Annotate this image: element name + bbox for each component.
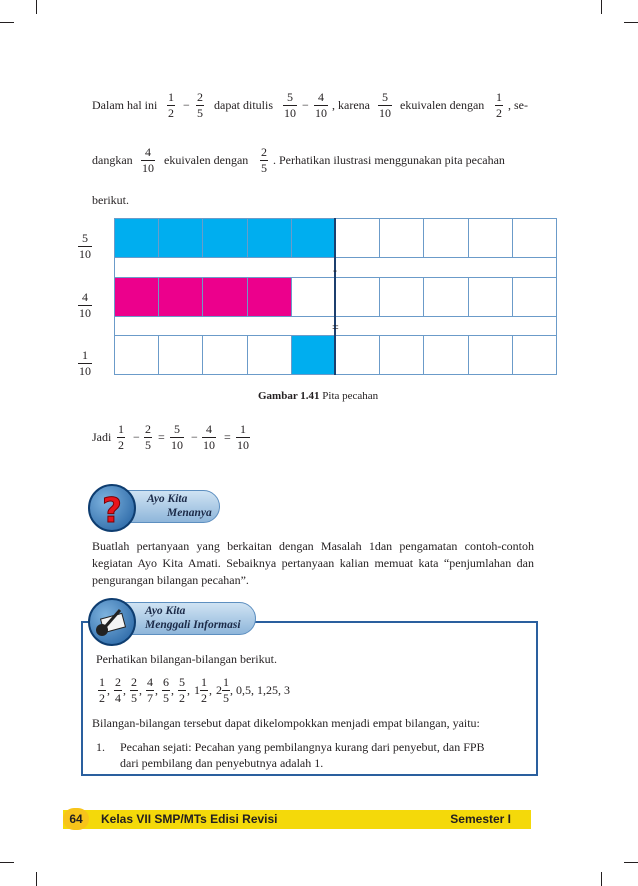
strip-label: 5 10 bbox=[79, 231, 91, 261]
fraction: 2 5 bbox=[261, 145, 267, 175]
operator: = bbox=[158, 430, 165, 444]
crop-mark bbox=[601, 872, 602, 886]
fraction: 5 10 bbox=[171, 422, 183, 452]
minus-sign: - bbox=[333, 263, 337, 277]
banner-title: Ayo Kita bbox=[147, 493, 188, 505]
strip-cell-empty bbox=[423, 218, 467, 258]
separator: , bbox=[155, 682, 158, 697]
strip-cell-filled bbox=[291, 335, 335, 375]
fraction: $\frac{1}{2}$ bbox=[99, 674, 105, 705]
strip-cell-filled bbox=[158, 277, 202, 317]
caption-label: Gambar 1.41 bbox=[258, 390, 320, 402]
strip-cell-filled bbox=[202, 277, 246, 317]
crop-mark bbox=[601, 0, 602, 14]
fraction: 1 2 bbox=[496, 90, 502, 120]
svg-text:?: ? bbox=[102, 491, 122, 530]
page-number: 64 bbox=[63, 808, 89, 830]
strip-cell-empty bbox=[468, 335, 512, 375]
equals-sign: = bbox=[332, 320, 339, 334]
list-item-text: Pecahan sejati: Pecahan yang pembilangnya kurang dari penyebut, dan FPB bbox=[120, 740, 485, 754]
half-divider-line bbox=[334, 218, 336, 375]
fraction: $\frac{6}{5}$ bbox=[163, 674, 169, 705]
strip-cell-empty bbox=[379, 277, 423, 317]
decimal-list: , 0,5, 1,25, 3 bbox=[230, 682, 290, 697]
separator: , bbox=[139, 682, 142, 697]
strip-label: 1 10 bbox=[79, 348, 91, 378]
strip-cell-empty bbox=[423, 335, 467, 375]
intro-text: dangkan bbox=[92, 153, 133, 167]
strip-cell-filled bbox=[114, 218, 158, 258]
fraction: 4 10 bbox=[142, 145, 154, 175]
operator: − bbox=[302, 98, 309, 112]
strip-cell-filled bbox=[247, 277, 291, 317]
fraction: $\frac{5}{2}$ bbox=[179, 674, 185, 705]
figure-caption bbox=[258, 390, 378, 402]
whole-part: 1 bbox=[194, 682, 200, 697]
fraction: 2 5 bbox=[197, 90, 203, 120]
jadi-label: Jadi bbox=[92, 430, 112, 444]
intro-text: , karena bbox=[332, 98, 370, 112]
banner-title: Menanya bbox=[167, 507, 212, 519]
strip-cell-filled bbox=[291, 218, 335, 258]
fraction: 2 5 bbox=[145, 422, 151, 452]
fraction: 1 10 bbox=[237, 422, 249, 452]
separator: , bbox=[107, 682, 110, 697]
fraction-list bbox=[98, 673, 290, 707]
strip-cell-filled bbox=[114, 277, 158, 317]
strip-cell-empty bbox=[335, 218, 379, 258]
crop-mark bbox=[36, 872, 37, 886]
crop-mark bbox=[0, 862, 14, 863]
banner-title: Ayo Kita bbox=[145, 605, 186, 617]
fraction: 1 2 bbox=[168, 90, 174, 120]
whole-part: 2 bbox=[216, 682, 222, 697]
book-search-icon bbox=[88, 598, 136, 646]
operator: − bbox=[191, 430, 198, 444]
caption-text: Pita pecahan bbox=[322, 390, 379, 402]
banner-title: Menggali Informasi bbox=[145, 619, 241, 631]
separator: , bbox=[171, 682, 174, 697]
crop-mark bbox=[36, 0, 37, 14]
strip-cell-empty bbox=[335, 277, 379, 317]
fraction: 4 10 bbox=[315, 90, 327, 120]
list-number: 1. bbox=[96, 740, 105, 754]
crop-mark bbox=[624, 862, 638, 863]
strip-cell-empty bbox=[291, 277, 335, 317]
strip-cell-empty bbox=[512, 277, 557, 317]
crop-mark bbox=[0, 22, 14, 23]
strip-cell-empty bbox=[379, 335, 423, 375]
separator: , bbox=[209, 682, 212, 697]
fraction: $\frac{1}{5}$ bbox=[223, 674, 229, 705]
strip-cell-empty bbox=[512, 218, 557, 258]
strip-cell-empty bbox=[468, 218, 512, 258]
operator: = bbox=[224, 430, 231, 444]
intro-text: ekuivalen dengan bbox=[400, 98, 485, 112]
strip-cell-empty bbox=[202, 335, 246, 375]
menggali-intro: Perhatikan bilangan-bilangan berikut. bbox=[96, 652, 277, 666]
menggali-group-text: Bilangan-bilangan tersebut dapat dikelompokkan menjadi empat bilangan, yaitu: bbox=[92, 716, 480, 730]
fraction: $\frac{2}{5}$ bbox=[131, 674, 137, 705]
operator: − bbox=[183, 98, 190, 112]
list-item-text: dari pembilang dan penyebutnya adalah 1. bbox=[120, 756, 324, 770]
strip-cell-filled bbox=[202, 218, 246, 258]
strip-cell-empty bbox=[158, 335, 202, 375]
intro-text: berikut. bbox=[92, 193, 129, 207]
strip-cell-empty bbox=[247, 335, 291, 375]
semester-label: Semester I bbox=[450, 812, 511, 826]
separator: , bbox=[123, 682, 126, 697]
menanya-paragraph: Buatlah pertanyaan yang berkaitan dengan Masalah 1dan pengamatan contoh-contoh kegiatan Ayo Kita Amati. Sebaiknya pertanyaan kalian memuat kata “penjumlahan dan pengurangan bilangan pecahan”. bbox=[92, 539, 534, 587]
fraction: $\frac{4}{7}$ bbox=[147, 674, 153, 705]
strip-cell-filled bbox=[247, 218, 291, 258]
strip-cell-empty bbox=[335, 335, 379, 375]
question-mark-icon bbox=[88, 484, 136, 532]
strip-cell-empty bbox=[468, 277, 512, 317]
strip-cell-empty bbox=[114, 335, 158, 375]
intro-text: , se- bbox=[508, 98, 528, 112]
intro-text: dapat ditulis bbox=[214, 98, 273, 112]
fraction: 1 2 bbox=[118, 422, 124, 452]
strip-cell-empty bbox=[512, 335, 557, 375]
page-footer bbox=[63, 810, 531, 829]
strip-cell-empty bbox=[379, 218, 423, 258]
fraction: 5 10 bbox=[379, 90, 391, 120]
book-title: Kelas VII SMP/MTs Edisi Revisi bbox=[101, 812, 278, 826]
intro-text: Dalam hal ini bbox=[92, 98, 158, 112]
crop-mark bbox=[624, 22, 638, 23]
strip-cell-filled bbox=[158, 218, 202, 258]
fraction: 5 10 bbox=[284, 90, 296, 120]
strip-cell-empty bbox=[423, 277, 467, 317]
intro-text: . Perhatikan ilustrasi menggunakan pita pecahan bbox=[273, 153, 505, 167]
fraction: 4 10 bbox=[203, 422, 215, 452]
intro-text: ekuivalen dengan bbox=[164, 153, 249, 167]
strip-label: 4 10 bbox=[79, 290, 91, 320]
operator: − bbox=[133, 430, 140, 444]
separator: , bbox=[187, 682, 190, 697]
fraction: $\frac{1}{2}$ bbox=[201, 674, 207, 705]
fraction: $\frac{2}{4}$ bbox=[115, 674, 121, 705]
